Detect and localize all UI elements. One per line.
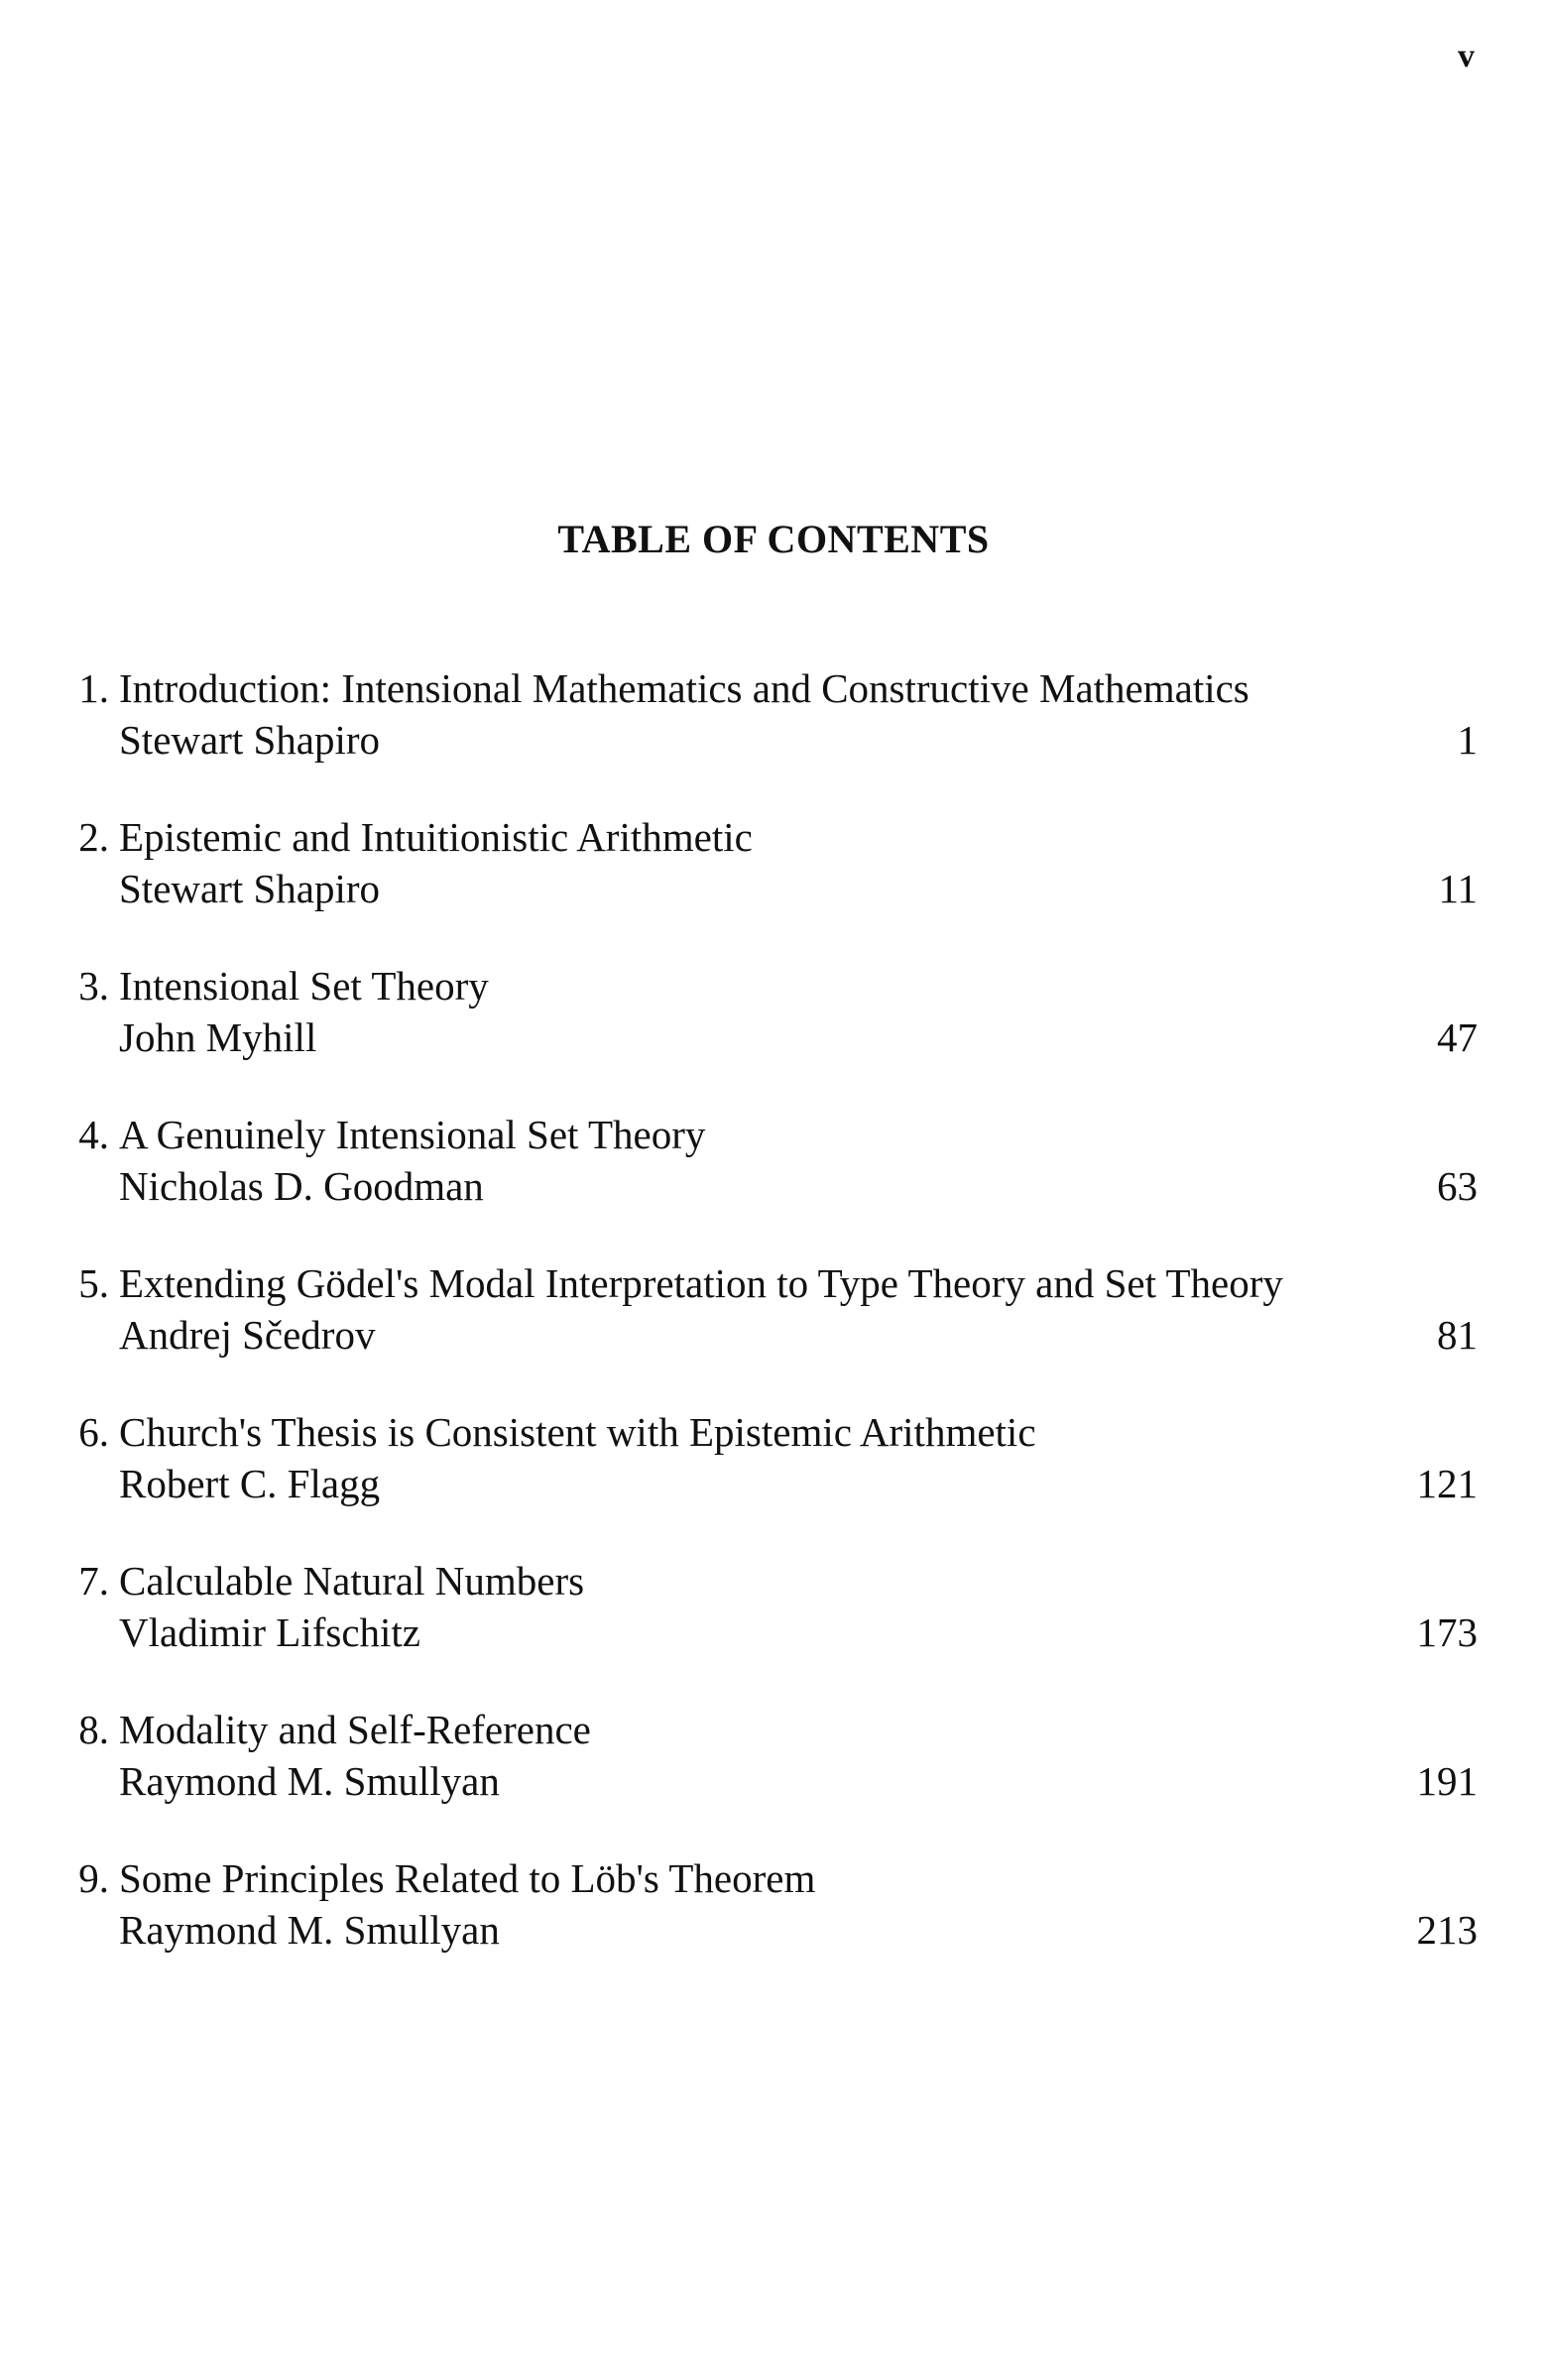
toc-entry [60,1704,1478,1852]
entry-number: 8. [78,1707,109,1752]
entry-number: 9. [78,1855,109,1901]
entry-title: Intensional Set Theory [119,963,489,1009]
entry-author-line [119,1012,1478,1063]
entry-author-line [119,1755,1478,1807]
entry-title: Modality and Self-Reference [119,1707,591,1752]
entry-author: Vladimir Lifschitz [119,1609,420,1655]
entry-body [119,1555,1478,1658]
entry-body [119,662,1478,766]
entry-page-number: 191 [1416,1758,1478,1804]
entry-body [119,960,1478,1063]
entry-page-number: 121 [1416,1461,1478,1506]
toc-entry [60,1852,1478,2001]
entry-page-number: 213 [1416,1907,1478,1953]
page-title: TABLE OF CONTENTS [557,517,990,561]
entry-title: A Genuinely Intensional Set Theory [119,1112,706,1157]
entry-author-line [119,1606,1478,1658]
entry-author-line [119,1160,1478,1212]
entry-author-line [119,1904,1478,1956]
toc-entry [60,1109,1478,1257]
entry-author: John Myhill [119,1014,317,1060]
entry-body [119,811,1478,914]
entry-page-number: 11 [1438,866,1478,911]
entry-number: 7. [78,1558,109,1604]
entry-author-line [119,714,1478,766]
entry-title: Introduction: Intensional Mathematics and Constructive Mathematics [119,665,1250,711]
toc-entry [60,662,1478,811]
entry-page-number: 47 [1437,1014,1478,1060]
entry-page-number: 1 [1457,717,1478,763]
entry-author: Andrej Sčedrov [119,1312,376,1358]
entry-body [119,1109,1478,1212]
entry-author: Stewart Shapiro [119,866,381,911]
toc-entry [60,1406,1478,1555]
page-number: v [1458,38,1475,74]
entry-body [119,1704,1478,1807]
entry-body [119,1406,1478,1509]
entry-number: 3. [78,963,109,1009]
entry-author-line [119,1309,1478,1361]
entry-page-number: 173 [1416,1609,1478,1655]
toc-entry [60,960,1478,1109]
entry-author: Raymond M. Smullyan [119,1907,500,1953]
toc-entry [60,811,1478,960]
entry-author-line [119,1458,1478,1509]
entry-author: Raymond M. Smullyan [119,1758,500,1804]
entry-number: 1. [78,665,109,711]
entry-title: Calculable Natural Numbers [119,1558,585,1604]
entry-number: 2. [78,814,109,860]
entry-page-number: 63 [1437,1163,1478,1209]
entry-title: Some Principles Related to Löb's Theorem [119,1855,816,1901]
entry-title: Church's Thesis is Consistent with Epistemic Arithmetic [119,1409,1036,1455]
entry-body [119,1257,1478,1361]
toc-entry [60,1555,1478,1704]
entry-body [119,1852,1478,1956]
entry-author: Nicholas D. Goodman [119,1163,484,1209]
entry-author: Stewart Shapiro [119,717,381,763]
entry-page-number: 81 [1437,1312,1478,1358]
entry-title: Epistemic and Intuitionistic Arithmetic [119,814,753,860]
entry-number: 6. [78,1409,109,1455]
entry-title: Extending Gödel's Modal Interpretation to Type Theory and Set Theory [119,1260,1283,1306]
entry-author-line [119,863,1478,914]
table-of-contents [60,662,1478,2001]
entry-number: 4. [78,1112,109,1157]
entry-author: Robert C. Flagg [119,1461,381,1506]
toc-entry [60,1257,1478,1406]
entry-number: 5. [78,1260,109,1306]
